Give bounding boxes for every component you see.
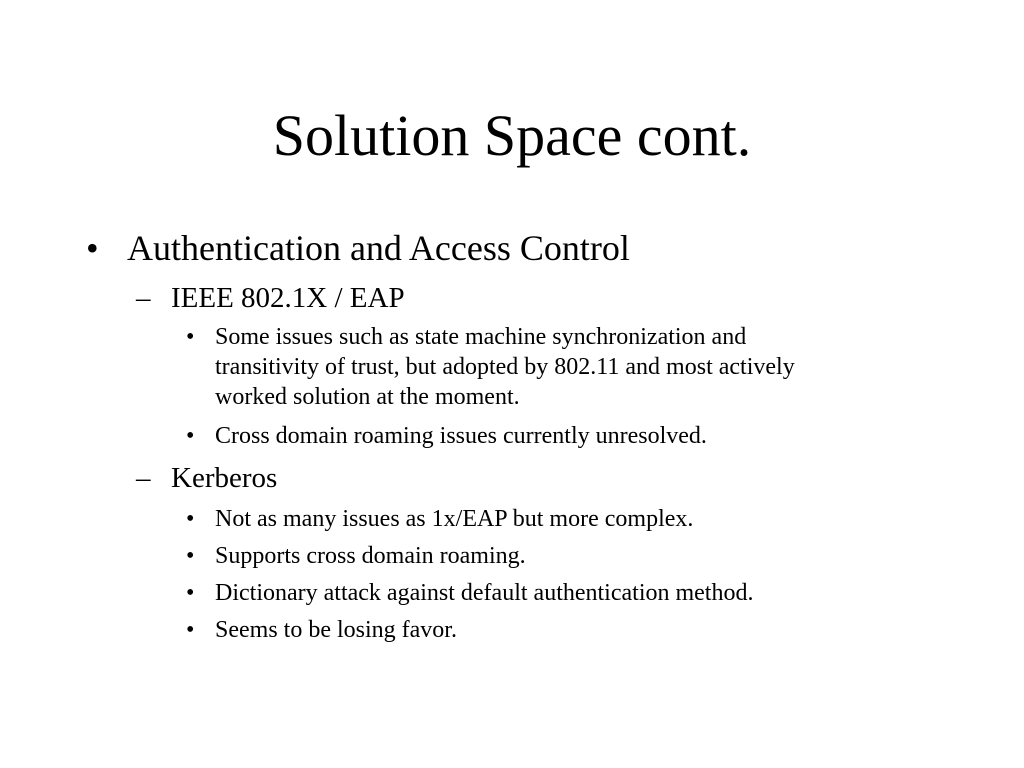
slide-title: Solution Space cont. (272, 103, 752, 168)
detail-text (215, 504, 915, 534)
dash-marker: – (136, 282, 151, 314)
bullet-marker: • (186, 543, 195, 569)
detail-line: Seems to be losing favor. (215, 617, 457, 643)
bullet-marker: • (86, 228, 99, 268)
bullet-marker: • (186, 324, 195, 350)
detail-line: Supports cross domain roaming. (215, 543, 526, 569)
detail-text (215, 322, 915, 412)
detail-text (215, 541, 915, 571)
bullet-marker: • (186, 506, 195, 532)
bullet-marker: • (186, 423, 195, 449)
bullet-marker: • (186, 580, 195, 606)
detail-text (215, 615, 915, 645)
bullet-marker: • (186, 617, 195, 643)
detail-text (215, 578, 915, 608)
detail-line: worked solution at the moment. (215, 384, 520, 410)
subbullet-text: Kerberos (171, 462, 278, 494)
detail-line: Dictionary attack against default authentication method. (215, 580, 754, 606)
detail-line: transitivity of trust, but adopted by 802.11 and most actively (215, 354, 795, 380)
detail-line: Some issues such as state machine synchronization and (215, 324, 747, 350)
detail-line: Cross domain roaming issues currently unresolved. (215, 423, 707, 449)
detail-line: Not as many issues as 1x/EAP but more complex. (215, 506, 694, 532)
bullet-text: Authentication and Access Control (127, 228, 630, 268)
subbullet-text: IEEE 802.1X / EAP (171, 282, 405, 314)
dash-marker: – (136, 462, 151, 494)
detail-text (215, 421, 915, 451)
